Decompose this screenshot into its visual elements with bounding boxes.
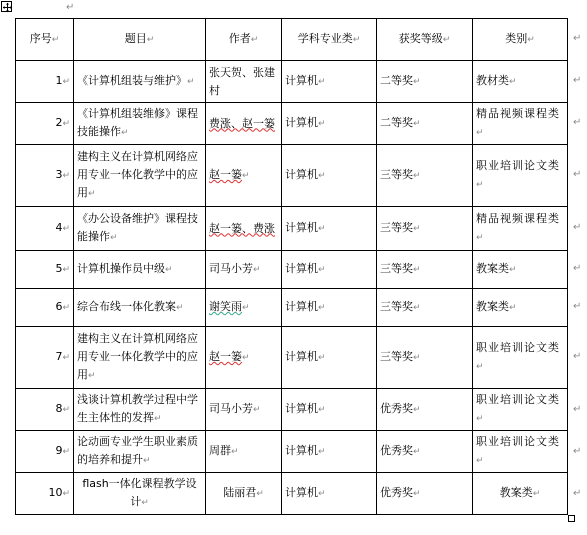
table-header-row xyxy=(16,19,568,61)
cell-title: 建构主义在计算机网络应用专业一体化教学中的应用↵ xyxy=(74,327,206,389)
cell-award: 三等奖↵ xyxy=(377,207,473,251)
end-of-row-mark: ↵ xyxy=(573,33,582,44)
cell-subject: 计算机↵ xyxy=(282,473,377,515)
cell-award: 二等奖↵ xyxy=(377,103,473,145)
table-resize-handle[interactable] xyxy=(568,515,575,522)
cell-award: 三等奖↵ xyxy=(377,251,473,289)
cell-award: 三等奖↵ xyxy=(377,327,473,389)
cell-title: 论动画专业学生职业素质的培养和提升↵ xyxy=(74,431,206,473)
table-row xyxy=(16,431,568,473)
header-cell-no: 序号↵ xyxy=(16,19,74,61)
header-cell-author: 作者↵ xyxy=(206,19,282,61)
cell-category: 教材类↵ xyxy=(473,61,568,103)
cell-subject: 计算机↵ xyxy=(282,431,377,473)
cell-category: 职业培训论文类↵ xyxy=(473,389,568,431)
end-of-row-mark: ↵ xyxy=(573,351,582,362)
end-of-row-mark: ↵ xyxy=(573,169,582,180)
cell-author: 周群↵ xyxy=(206,431,282,473)
table-row xyxy=(16,61,568,103)
cell-title: 《办公设备维护》课程技能操作↵ xyxy=(74,207,206,251)
end-of-row-mark: ↵ xyxy=(573,404,582,415)
cell-award: 二等奖↵ xyxy=(377,61,473,103)
cell-category: 教案类↵ xyxy=(473,289,568,327)
cell-subject: 计算机↵ xyxy=(282,389,377,431)
table-row xyxy=(16,289,568,327)
header-cell-subject: 学科专业类↵ xyxy=(282,19,377,61)
cell-subject: 计算机↵ xyxy=(282,145,377,207)
cell-award: 优秀奖↵ xyxy=(377,389,473,431)
table-row xyxy=(16,389,568,431)
cell-category: 精品视频课程类↵ xyxy=(473,103,568,145)
header-cell-category: 类别↵ xyxy=(473,19,568,61)
cell-title: 《计算机组装与维护》↵ xyxy=(74,61,206,103)
end-of-row-mark: ↵ xyxy=(573,488,582,499)
table-row xyxy=(16,473,568,515)
paragraph-mark: ↵ xyxy=(66,2,75,13)
cell-author: 赵一篓↵ xyxy=(206,145,282,207)
cell-category: 教案类↵ xyxy=(473,251,568,289)
cell-award: 优秀奖↵ xyxy=(377,431,473,473)
cell-title: flash一体化课程教学设计↵ xyxy=(74,473,206,515)
end-of-row-mark: ↵ xyxy=(573,75,582,86)
cell-no: 7↵ xyxy=(16,327,74,389)
cell-author: 司马小芳↵ xyxy=(206,251,282,289)
end-of-row-mark: ↵ xyxy=(573,301,582,312)
cell-author: 谢笑雨↵ xyxy=(206,289,282,327)
cell-title: 综合布线一体化教案↵ xyxy=(74,289,206,327)
cell-subject: 计算机↵ xyxy=(282,289,377,327)
cell-author: 司马小芳↵ xyxy=(206,389,282,431)
table-row xyxy=(16,103,568,145)
cell-award: 三等奖↵ xyxy=(377,289,473,327)
cell-category: 职业培训论文类↵ xyxy=(473,431,568,473)
cell-award: 优秀奖↵ xyxy=(377,473,473,515)
cell-category: 教案类↵ xyxy=(473,473,568,515)
awards-table xyxy=(15,18,568,515)
end-of-row-mark: ↵ xyxy=(573,446,582,457)
cell-no: 9↵ xyxy=(16,431,74,473)
cell-subject: 计算机↵ xyxy=(282,61,377,103)
table-row xyxy=(16,145,568,207)
cell-author: 张天贺、张建村 xyxy=(206,61,282,103)
cell-subject: 计算机↵ xyxy=(282,251,377,289)
cell-author: 赵一篓↵ xyxy=(206,327,282,389)
end-of-row-mark: ↵ xyxy=(573,222,582,233)
cell-subject: 计算机↵ xyxy=(282,207,377,251)
cell-no: 8↵ xyxy=(16,389,74,431)
cell-subject: 计算机↵ xyxy=(282,103,377,145)
move-arrows-icon xyxy=(2,2,13,13)
cell-title: 建构主义在计算机网络应用专业一体化教学中的应用↵ xyxy=(74,145,206,207)
cell-category: 职业培训论文类↵ xyxy=(473,145,568,207)
end-of-row-mark: ↵ xyxy=(573,117,582,128)
cell-no: 3↵ xyxy=(16,145,74,207)
table-row xyxy=(16,207,568,251)
cell-category: 职业培训论文类↵ xyxy=(473,327,568,389)
cell-no: 10↵ xyxy=(16,473,74,515)
cell-award: 三等奖↵ xyxy=(377,145,473,207)
header-cell-award: 获奖等级↵ xyxy=(377,19,473,61)
cell-title: 浅谈计算机教学过程中学生主体性的发挥↵ xyxy=(74,389,206,431)
cell-subject: 计算机↵ xyxy=(282,327,377,389)
table-row xyxy=(16,327,568,389)
end-of-row-mark: ↵ xyxy=(573,263,582,274)
cell-author: 费涨、赵一篓 xyxy=(206,103,282,145)
cell-no: 1↵ xyxy=(16,61,74,103)
cell-title: 计算机操作员中级↵ xyxy=(74,251,206,289)
cell-author: 陆丽君↵ xyxy=(206,473,282,515)
cell-no: 6↵ xyxy=(16,289,74,327)
cell-no: 5↵ xyxy=(16,251,74,289)
cell-author: 赵一篓、费涨 xyxy=(206,207,282,251)
header-cell-title: 题目↵ xyxy=(74,19,206,61)
cell-no: 4↵ xyxy=(16,207,74,251)
table-row xyxy=(16,251,568,289)
table-move-handle[interactable] xyxy=(1,1,12,12)
cell-title: 《计算机组装维修》课程技能操作↵ xyxy=(74,103,206,145)
cell-category: 精品视频课程类↵ xyxy=(473,207,568,251)
cell-no: 2↵ xyxy=(16,103,74,145)
